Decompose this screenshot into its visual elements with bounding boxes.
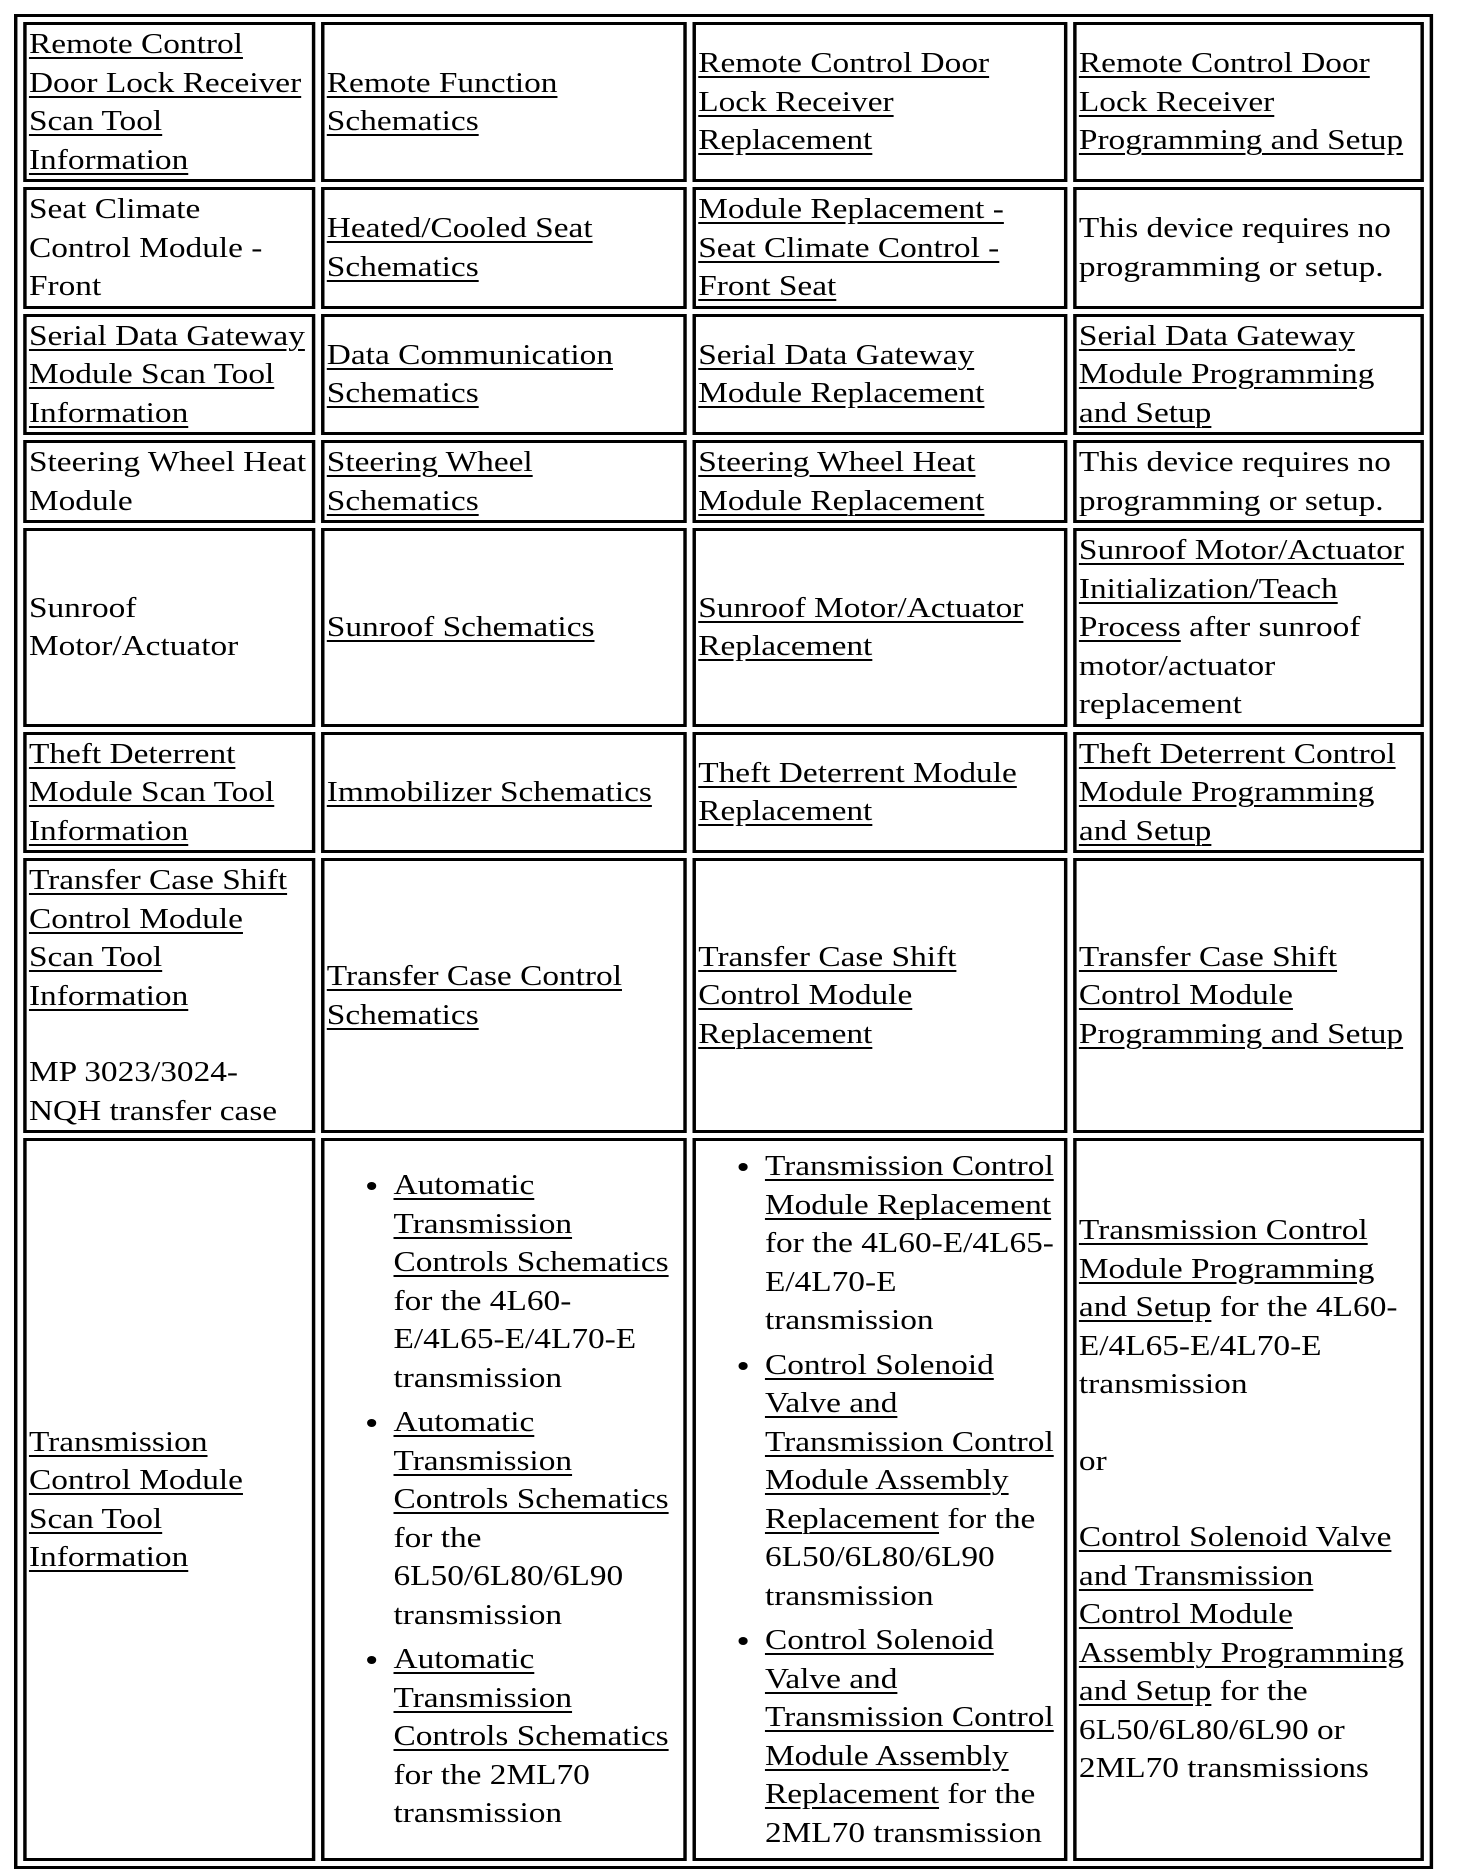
- document: [14, 14, 1433, 1869]
- doc-link[interactable]: Theft Deterrent Module Scan Tool Information: [28, 737, 275, 847]
- cell-text: for the 6L50/6L80/6L90 transmission: [393, 1521, 624, 1631]
- doc-link[interactable]: Serial Data Gateway Module Scan Tool Information: [28, 319, 305, 429]
- paragraph: [327, 209, 681, 286]
- cell-replacement: [693, 732, 1068, 854]
- cell-text: after sunroof motor/actuator replacement: [1078, 611, 1361, 720]
- cell-schematics: [321, 1138, 687, 1861]
- cell-programming: [1073, 732, 1424, 854]
- paragraph: [29, 1423, 310, 1577]
- paragraph: [698, 443, 1061, 520]
- cell-programming: [1073, 440, 1424, 523]
- paragraph: [698, 44, 1061, 160]
- cell-programming: [1073, 187, 1424, 309]
- doc-link[interactable]: Sunroof Motor/Actuator Replacement: [698, 591, 1024, 663]
- cell-text: Steering Wheel Heat Module: [28, 446, 307, 517]
- paragraph: [1079, 209, 1418, 286]
- cell-programming: [1073, 528, 1424, 727]
- cell-text: for the 6L50/6L80/6L90 or 2ML70 transmissions: [1078, 1675, 1369, 1785]
- cell-programming: [1073, 1138, 1424, 1861]
- cell-programming: [1073, 22, 1424, 182]
- doc-link[interactable]: Theft Deterrent Control Module Programming and Setup: [1078, 737, 1396, 847]
- doc-link[interactable]: Transmission Control Module Programming and Setup: [1078, 1214, 1375, 1324]
- paragraph: [327, 443, 681, 520]
- cell-replacement: [693, 22, 1068, 182]
- paragraph: [327, 336, 681, 413]
- paragraph: [29, 443, 310, 520]
- cell-replacement: [693, 187, 1068, 309]
- cell-text: Sunroof Motor/Actuator: [28, 591, 239, 663]
- doc-link[interactable]: Immobilizer Schematics: [326, 776, 652, 808]
- cell-text: for the 2ML70 transmission: [764, 1778, 1042, 1849]
- table-row: [23, 22, 1424, 182]
- paragraph: [29, 25, 310, 179]
- paragraph: [698, 336, 1061, 413]
- bullet-list: [698, 1147, 1061, 1852]
- table-row: [23, 732, 1424, 854]
- paragraph: [1079, 44, 1418, 160]
- cell-text: for the 4L60-E/4L65-E/4L70-E transmission: [764, 1227, 1054, 1336]
- cell-text: This device requires no programming or setup.: [1078, 446, 1391, 517]
- cell-text: Seat Climate Control Module - Front: [28, 193, 263, 302]
- cell-component: [23, 22, 315, 182]
- paragraph: [698, 754, 1061, 831]
- list-item: [765, 1147, 1062, 1340]
- cell-replacement: [693, 1138, 1068, 1861]
- cell-component: [23, 528, 315, 727]
- doc-link[interactable]: Serial Data Gateway Module Programming and Setup: [1078, 319, 1375, 429]
- cell-text: for the 4L60-E/4L65-E/4L70-E transmission: [1078, 1291, 1398, 1401]
- paragraph: [1079, 531, 1418, 724]
- cell-text: for the 4L60-E/4L65-E/4L70-E transmission: [393, 1284, 637, 1394]
- doc-link[interactable]: Control Solenoid Valve and Transmission Control Module Assembly Replacement: [764, 1348, 1054, 1535]
- doc-link[interactable]: Heated/Cooled Seat Schematics: [326, 212, 593, 283]
- cell-replacement: [693, 858, 1068, 1133]
- cell-schematics: [321, 187, 687, 309]
- paragraph: [29, 1053, 310, 1130]
- list-item: [394, 1166, 682, 1397]
- doc-link[interactable]: Transfer Case Control Schematics: [326, 960, 622, 1031]
- paragraph: [698, 938, 1061, 1054]
- cell-component: [23, 314, 315, 436]
- cell-component: [23, 1138, 315, 1861]
- bullet-list: [327, 1166, 681, 1833]
- paragraph: [29, 317, 310, 433]
- paragraph: [1079, 938, 1418, 1054]
- cell-text: MP 3023/3024-NQH transfer case: [28, 1056, 278, 1127]
- cell-schematics: [321, 314, 687, 436]
- doc-link[interactable]: Transmission Control Module Scan Tool Information: [28, 1425, 243, 1573]
- cell-schematics: [321, 858, 687, 1133]
- paragraph: [327, 773, 681, 812]
- cell-schematics: [321, 528, 687, 727]
- doc-link[interactable]: Steering Wheel Schematics: [326, 446, 533, 517]
- list-item: [394, 1403, 682, 1634]
- doc-link[interactable]: Remote Function Schematics: [326, 66, 558, 137]
- paragraph: [1079, 443, 1418, 520]
- paragraph: [29, 861, 310, 1015]
- doc-link[interactable]: Transmission Control Module Replacement: [764, 1150, 1054, 1221]
- cell-replacement: [693, 314, 1068, 436]
- cell-text: for the 6L50/6L80/6L90 transmission: [764, 1502, 1036, 1612]
- paragraph: [1079, 1442, 1418, 1481]
- doc-link[interactable]: Data Communication Schematics: [326, 338, 614, 410]
- cell-text: for the 2ML70 transmission: [393, 1758, 590, 1830]
- doc-link[interactable]: Automatic Transmission Controls Schematics: [393, 1169, 669, 1279]
- list-item: [394, 1640, 682, 1833]
- module-reference-table: [14, 14, 1433, 1869]
- cell-text: or: [1078, 1444, 1107, 1477]
- table-row: [23, 314, 1424, 436]
- cell-component: [23, 440, 315, 523]
- paragraph: [29, 735, 310, 851]
- table-row: [23, 528, 1424, 727]
- doc-link[interactable]: Control Solenoid Valve and Transmission Control Module Assembly Programming and Setup: [1078, 1521, 1405, 1708]
- paragraph: [327, 957, 681, 1034]
- paragraph: [1079, 735, 1418, 851]
- doc-link[interactable]: Transfer Case Shift Control Module Replacement: [698, 940, 957, 1050]
- cell-component: [23, 858, 315, 1133]
- table-row: [23, 1138, 1424, 1861]
- table-row: [23, 440, 1424, 523]
- paragraph: [327, 64, 681, 141]
- cell-schematics: [321, 22, 687, 182]
- cell-schematics: [321, 440, 687, 523]
- table-row: [23, 187, 1424, 309]
- cell-text: This device requires no programming or setup.: [1078, 212, 1391, 283]
- doc-link[interactable]: Automatic Transmission Controls Schematics: [393, 1643, 669, 1753]
- doc-link[interactable]: Sunroof Schematics: [326, 611, 595, 643]
- doc-link[interactable]: Control Solenoid Valve and Transmission Control Module Assembly Replacement: [764, 1624, 1054, 1810]
- paragraph: [1079, 1518, 1418, 1788]
- cell-replacement: [693, 440, 1068, 523]
- doc-link[interactable]: Theft Deterrent Module Replacement: [698, 756, 1017, 828]
- cell-programming: [1073, 858, 1424, 1133]
- doc-link[interactable]: Module Replacement - Seat Climate Control - Front Seat: [698, 193, 1004, 302]
- cell-replacement: [693, 528, 1068, 727]
- doc-link[interactable]: Remote Control Door Lock Receiver Replacement: [698, 47, 990, 157]
- paragraph: [698, 190, 1061, 306]
- doc-link[interactable]: Remote Control Door Lock Receiver Scan Tool Information: [28, 28, 302, 176]
- cell-programming: [1073, 314, 1424, 436]
- list-item: [765, 1346, 1062, 1616]
- doc-link[interactable]: Steering Wheel Heat Module Replacement: [698, 446, 985, 517]
- doc-link[interactable]: Serial Data Gateway Module Replacement: [698, 338, 985, 410]
- doc-link[interactable]: Automatic Transmission Controls Schematics: [393, 1406, 669, 1516]
- paragraph: [327, 608, 681, 647]
- cell-schematics: [321, 732, 687, 854]
- doc-link[interactable]: Transfer Case Shift Control Module Scan Tool Information: [28, 864, 288, 1012]
- doc-link[interactable]: Transfer Case Shift Control Module Programming and Setup: [1078, 940, 1404, 1050]
- paragraph: [29, 190, 310, 306]
- paragraph: [698, 589, 1061, 666]
- doc-link[interactable]: Sunroof Motor/Actuator Initialization/Teach Process: [1078, 534, 1405, 643]
- paragraph: [1079, 1211, 1418, 1404]
- cell-component: [23, 187, 315, 309]
- doc-link[interactable]: Remote Control Door Lock Receiver Programming and Setup: [1078, 47, 1404, 157]
- paragraph: [29, 589, 310, 666]
- paragraph: [1079, 317, 1418, 433]
- cell-component: [23, 732, 315, 854]
- table-row: [23, 858, 1424, 1133]
- list-item: [765, 1621, 1062, 1852]
